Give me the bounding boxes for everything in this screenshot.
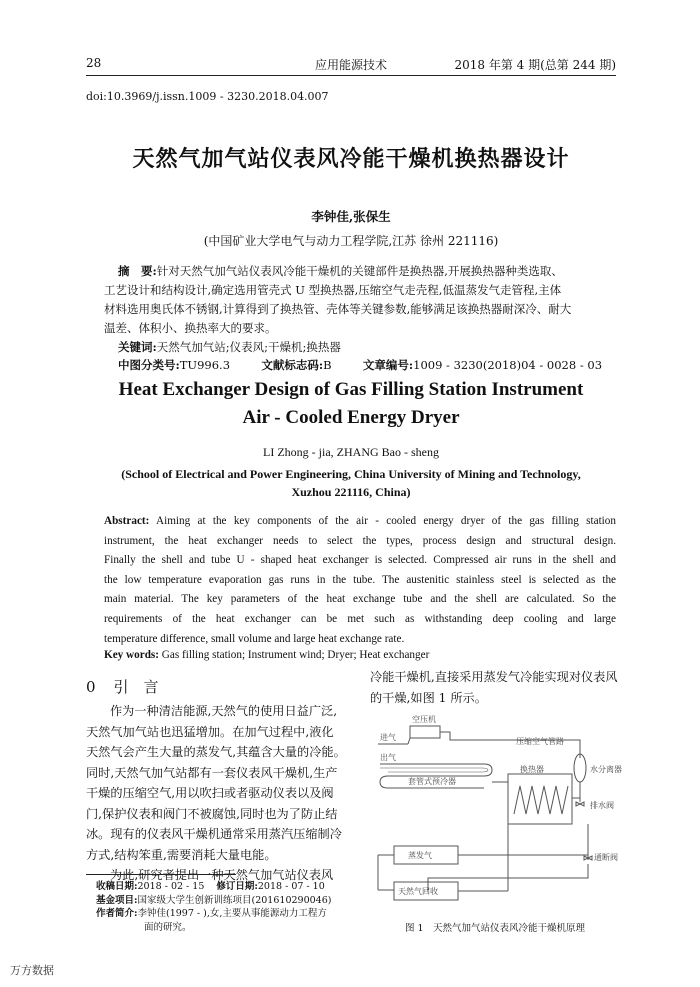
paragraph-line: 同时,天然气加气站都有一套仪表风干燥机,生产 — [86, 765, 338, 780]
abstract-en-line: temperature difference, small volume and large heat exchange rate. — [104, 632, 405, 645]
figure-1-diagram — [368, 710, 622, 910]
doi: doi:10.3969/j.issn.1009 - 3230.2018.04.007 — [86, 90, 329, 103]
footnote-dates: 收稿日期:2018 - 02 - 15 修订日期:2018 - 07 - 10 — [96, 881, 325, 892]
abstract-en — [104, 512, 616, 649]
title-en-line1: Heat Exchanger Design of Gas Filling Station Instrument — [118, 379, 584, 400]
paragraph-line: 方式,结构笨重,需要消耗大量电能。 — [86, 847, 277, 862]
water-separator — [574, 754, 586, 782]
header-rule — [86, 75, 616, 76]
label-heat-exchanger: 换热器 — [520, 765, 544, 774]
journal-name: 应用能源技术 — [314, 58, 387, 72]
paragraph-line: 为此,研究者提出一种天然气加气站仪表风 — [110, 868, 334, 882]
authors-en: LI Zhong - jia, ZHANG Bao - sheng — [263, 445, 439, 459]
classification: 中图分类号:TU996.3 文献标志码:B 文章编号:1009 - 3230(2018)04 - 0028 - 03 — [118, 358, 603, 372]
issue-info: 2018 年第 4 期(总第 244 期) — [454, 58, 616, 72]
figure-1-caption: 图 1 天然气加气站仪表风冷能干燥机原理 — [404, 923, 586, 934]
label-compressed-air-pipe: 压缩空气管路 — [516, 737, 564, 746]
inlet-connector — [408, 738, 410, 744]
title-cn: 天然气加气站仪表风冷能干燥机换热器设计 — [132, 146, 570, 172]
label-precooler: 套管式预冷器 — [408, 777, 456, 786]
label-compressor: 空压机 — [412, 715, 436, 724]
abstract-en-line: instrument, the heat exchanger needs to select the types, process design and structural design. — [104, 534, 616, 547]
page-number: 28 — [86, 56, 102, 70]
abstract-cn-line: 温差、体积小、换热率大的要求。 — [104, 321, 277, 335]
label-air-out: 出气 — [380, 753, 396, 762]
abstract-en-line: the low temperature evaporation gas runs in the tube. The austenitic stainless steel is selected as the — [104, 573, 616, 586]
left-column — [86, 701, 348, 886]
affiliation-en — [86, 465, 616, 501]
abstract-cn — [104, 262, 616, 338]
section-heading: 0 引 言 — [86, 678, 159, 696]
drain-valve — [576, 802, 584, 806]
paragraph-line: 干燥的压缩空气,用以吹扫或者驱动仪表以及阀 — [86, 786, 334, 800]
label-air-in: 进气 — [380, 733, 396, 742]
abstract-en-line: requirements of the heat exchanger can be met such as withstanding deep cooling and large — [104, 612, 616, 625]
title-en-line2: Air - Cooled Energy Dryer — [242, 407, 460, 428]
abstract-en-line: Finally the shell and tube U - shaped heat exchanger is selected. Compressed air runs in the shell and — [104, 554, 616, 567]
abstract-cn-line: 摘 要:针对天然气加气站仪表风冷能干燥机的关键部件是换热器,开展换热器种类选取、 — [118, 264, 563, 278]
paragraph-line: 作为一种清洁能源,天然气的使用日益广泛, — [110, 704, 338, 718]
label-evaporation-gas: 蒸发气 — [408, 851, 432, 860]
abstract-cn-line: 材料选用奥氏体不锈钢,计算得到了换热管、壳体等关键参数,能够满足该换热器耐深冷、耐大 — [104, 302, 572, 316]
abstract-cn-line: 工艺设计和结构设计,确定选用管壳式 U 型换热器,压缩空气走壳程,低温蒸发气走管程,主体 — [104, 283, 562, 297]
heat-exchanger-coil — [514, 786, 568, 814]
authors-cn: 李钟佳,张保生 — [311, 209, 391, 224]
compressor-box — [410, 726, 440, 738]
paragraph-line: 冷能干燥机,直接采用蒸发气冷能实现对仪表风 — [370, 670, 618, 684]
label-gas-recovery: 天然气回收 — [398, 887, 438, 896]
watermark: 万方数据 — [10, 964, 54, 977]
keywords-cn: 关键词:天然气加气站;仪表风;干燥机;换热器 — [118, 340, 341, 354]
label-drain-valve: 排水阀 — [590, 801, 614, 810]
abstract-en-line: Abstract: Aiming at the key components of the air - cooled energy dryer of the gas filling station — [104, 515, 616, 527]
paragraph-line: 天然气会产生大量的蒸发气,其蕴含大量的冷能。 — [86, 745, 346, 759]
footnote-rule — [86, 874, 236, 875]
paragraph-line: 门,保护仪表和阀门不被腐蚀,同时也为了防止结 — [86, 806, 338, 821]
right-column — [370, 667, 620, 708]
footnote-fund: 基金项目:国家级大学生创新训练项目(201610290046) — [96, 894, 332, 906]
footnote-bio: 作者简介:李钟佳(1997 - ),女,主要从事能源动力工程方 — [96, 908, 327, 919]
abstract-en-line: main material. The key parameters of the heat exchange tube and the shell are calculated. So the — [104, 593, 616, 606]
paragraph-line: 的干燥,如图 1 所示。 — [370, 690, 487, 705]
affiliation-cn: (中国矿业大学电气与动力工程学院,江苏 徐州 221116) — [203, 234, 499, 248]
paragraph-line: 冰。现有的仪表风干燥机通常采用蒸汽压缩制冷 — [86, 827, 342, 841]
label-water-separator: 水分离器 — [590, 765, 622, 774]
title-en — [86, 376, 616, 432]
keywords-en: Key words: Gas filling station; Instrument wind; Dryer; Heat exchanger — [104, 649, 430, 661]
affiliation-en-line1: (School of Electrical and Power Engineering, China University of Mining and Technology, — [121, 467, 581, 481]
label-shutoff-valve: 通断阀 — [594, 853, 618, 862]
footnote — [96, 880, 356, 934]
footnote-bio-cont: 面的研究。 — [144, 921, 192, 933]
affiliation-en-line2: Xuzhou 221116, China) — [291, 485, 411, 499]
paragraph-line: 天然气加气站也迅猛增加。在加气过程中,液化 — [86, 724, 334, 739]
